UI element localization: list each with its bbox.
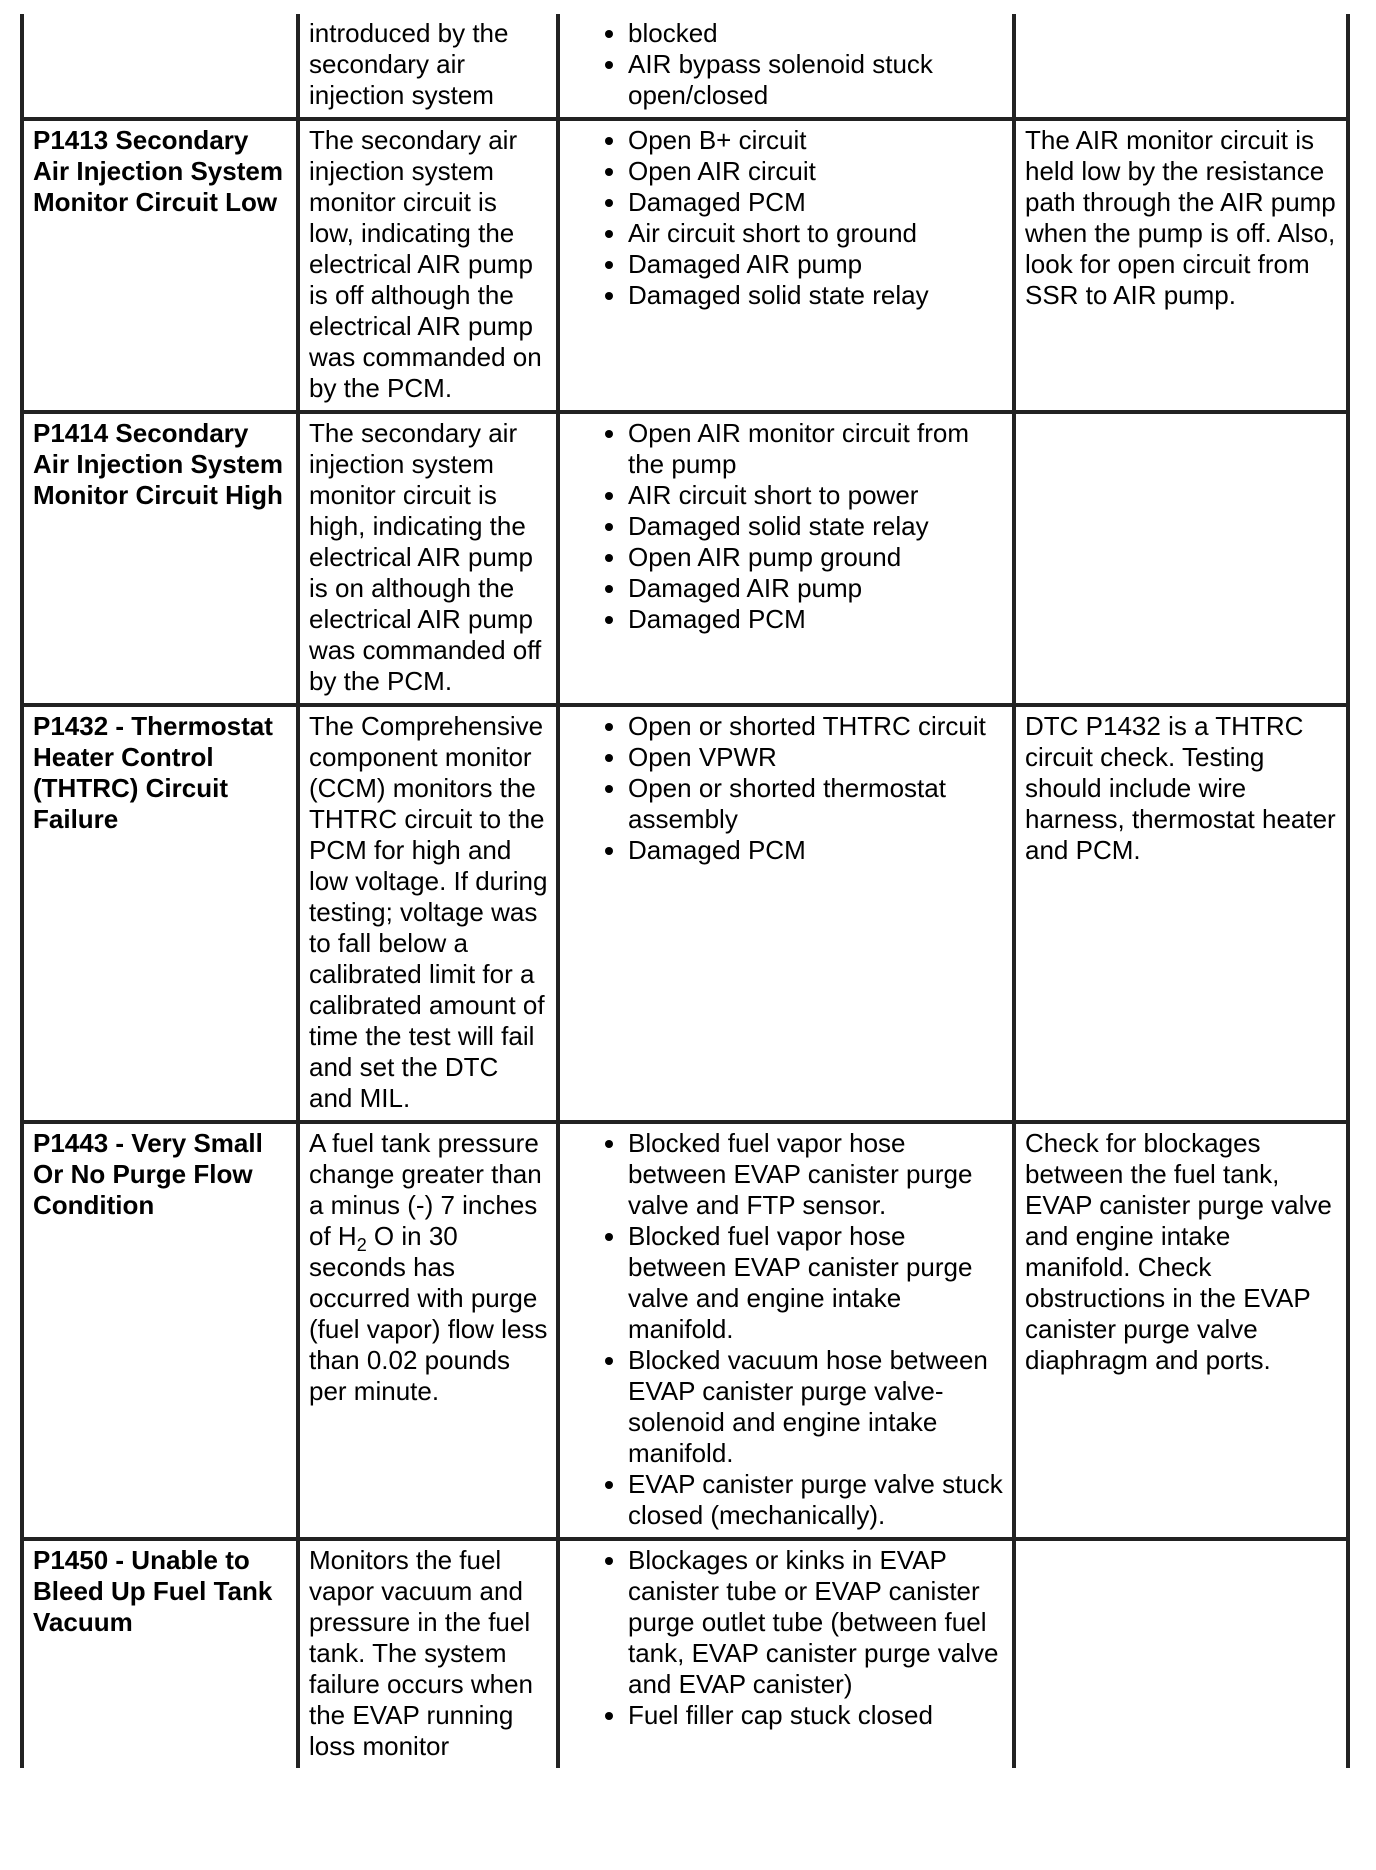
possible-causes <box>558 412 1014 705</box>
cause-item: • Damaged PCM <box>628 187 1004 218</box>
cause-item: • Open VPWR <box>628 742 1004 773</box>
possible-causes <box>558 1122 1014 1539</box>
condition-description: Monitors the fuel vapor vacuum and pressure in the fuel tank. The system failure occurs when the EVAP running loss monitor <box>298 1539 558 1768</box>
action-note <box>1014 412 1348 705</box>
cause-item: • Open or shorted THTRC circuit <box>628 711 1004 742</box>
action-note: DTC P1432 is a THTRC circuit check. Testing should include wire harness, thermostat heater and PCM. <box>1014 705 1348 1122</box>
cause-item: • Fuel filler cap stuck closed <box>628 1700 1004 1731</box>
table-row <box>22 1539 1348 1768</box>
cause-item: • Blocked fuel vapor hose between EVAP canister purge valve and engine intake manifold. <box>628 1221 1004 1345</box>
possible-causes <box>558 705 1014 1122</box>
cause-item: • EVAP canister purge valve stuck closed (mechanically). <box>628 1469 1004 1531</box>
cause-item: • Blocked fuel vapor hose between EVAP canister purge valve and FTP sensor. <box>628 1128 1004 1221</box>
table-row <box>22 705 1348 1122</box>
cause-list <box>569 418 1004 635</box>
action-note: The AIR monitor circuit is held low by the resistance path through the AIR pump when the pump is off. Also, look for open circuit from SSR to AIR pump. <box>1014 119 1348 412</box>
cause-item: • Damaged AIR pump <box>628 573 1004 604</box>
dtc-code: P1443 - Very Small Or No Purge Flow Condition <box>22 1122 298 1539</box>
table-row <box>22 14 1348 119</box>
dtc-code <box>22 14 298 119</box>
cause-item: • Damaged AIR pump <box>628 249 1004 280</box>
cause-list <box>569 1128 1004 1531</box>
description-text: O in 30 seconds has occurred with purge (fuel vapor) flow less than 0.02 pounds per minute. <box>309 1221 548 1406</box>
cause-item: • Damaged solid state relay <box>628 280 1004 311</box>
dtc-code: P1432 - Thermostat Heater Control (THTRC) Circuit Failure <box>22 705 298 1122</box>
table-row <box>22 1122 1348 1539</box>
condition-description: The Comprehensive component monitor (CCM) monitors the THTRC circuit to the PCM for high and low voltage. If during testing; voltage was to fall below a calibrated limit for a calibrated amount of time the test will fail and set the DTC and MIL. <box>298 705 558 1122</box>
condition-description: The secondary air injection system monitor circuit is high, indicating the electrical AIR pump is on although the electrical AIR pump was commanded off by the PCM. <box>298 412 558 705</box>
cause-list <box>569 125 1004 311</box>
action-note <box>1014 14 1348 119</box>
cause-list <box>569 1545 1004 1731</box>
cause-item: • Damaged solid state relay <box>628 511 1004 542</box>
cause-item: • Blocked vacuum hose between EVAP canister purge valve-solenoid and engine intake manifold. <box>628 1345 1004 1469</box>
cause-item: • Blockages or kinks in EVAP canister tube or EVAP canister purge outlet tube (between fuel tank, EVAP canister purge valve and EVAP canister) <box>628 1545 1004 1700</box>
cause-item: • AIR circuit short to power <box>628 480 1004 511</box>
action-note: Check for blockages between the fuel tank, EVAP canister purge valve and engine intake manifold. Check obstructions in the EVAP canister purge valve diaphragm and ports. <box>1014 1122 1348 1539</box>
action-note <box>1014 1539 1348 1768</box>
subscript-2: 2 <box>356 1235 367 1256</box>
possible-causes <box>558 14 1014 119</box>
cause-item: • blocked <box>628 18 1004 49</box>
dtc-code: P1414 Secondary Air Injection System Monitor Circuit High <box>22 412 298 705</box>
cause-list <box>569 711 1004 866</box>
table-row <box>22 412 1348 705</box>
condition-description: The secondary air injection system monitor circuit is low, indicating the electrical AIR pump is off although the electrical AIR pump was commanded on by the PCM. <box>298 119 558 412</box>
cause-item: • Open AIR monitor circuit from the pump <box>628 418 1004 480</box>
cause-item: • Air circuit short to ground <box>628 218 1004 249</box>
cause-item: • Open AIR pump ground <box>628 542 1004 573</box>
dtc-table <box>20 14 1350 1768</box>
possible-causes <box>558 119 1014 412</box>
cause-item: • Damaged PCM <box>628 835 1004 866</box>
dtc-code: P1413 Secondary Air Injection System Monitor Circuit Low <box>22 119 298 412</box>
cause-list <box>569 18 1004 111</box>
description-text: A fuel tank pressure change greater than a minus (-) 7 inches of H <box>309 1128 542 1251</box>
condition-description <box>298 1122 558 1539</box>
cause-item: • Open AIR circuit <box>628 156 1004 187</box>
table-row <box>22 119 1348 412</box>
condition-description: introduced by the secondary air injection system <box>298 14 558 119</box>
cause-item: • Open B+ circuit <box>628 125 1004 156</box>
dtc-code: P1450 - Unable to Bleed Up Fuel Tank Vacuum <box>22 1539 298 1768</box>
cause-item: • Open or shorted thermostat assembly <box>628 773 1004 835</box>
cause-item: • AIR bypass solenoid stuck open/closed <box>628 49 1004 111</box>
cause-item: • Damaged PCM <box>628 604 1004 635</box>
possible-causes <box>558 1539 1014 1768</box>
